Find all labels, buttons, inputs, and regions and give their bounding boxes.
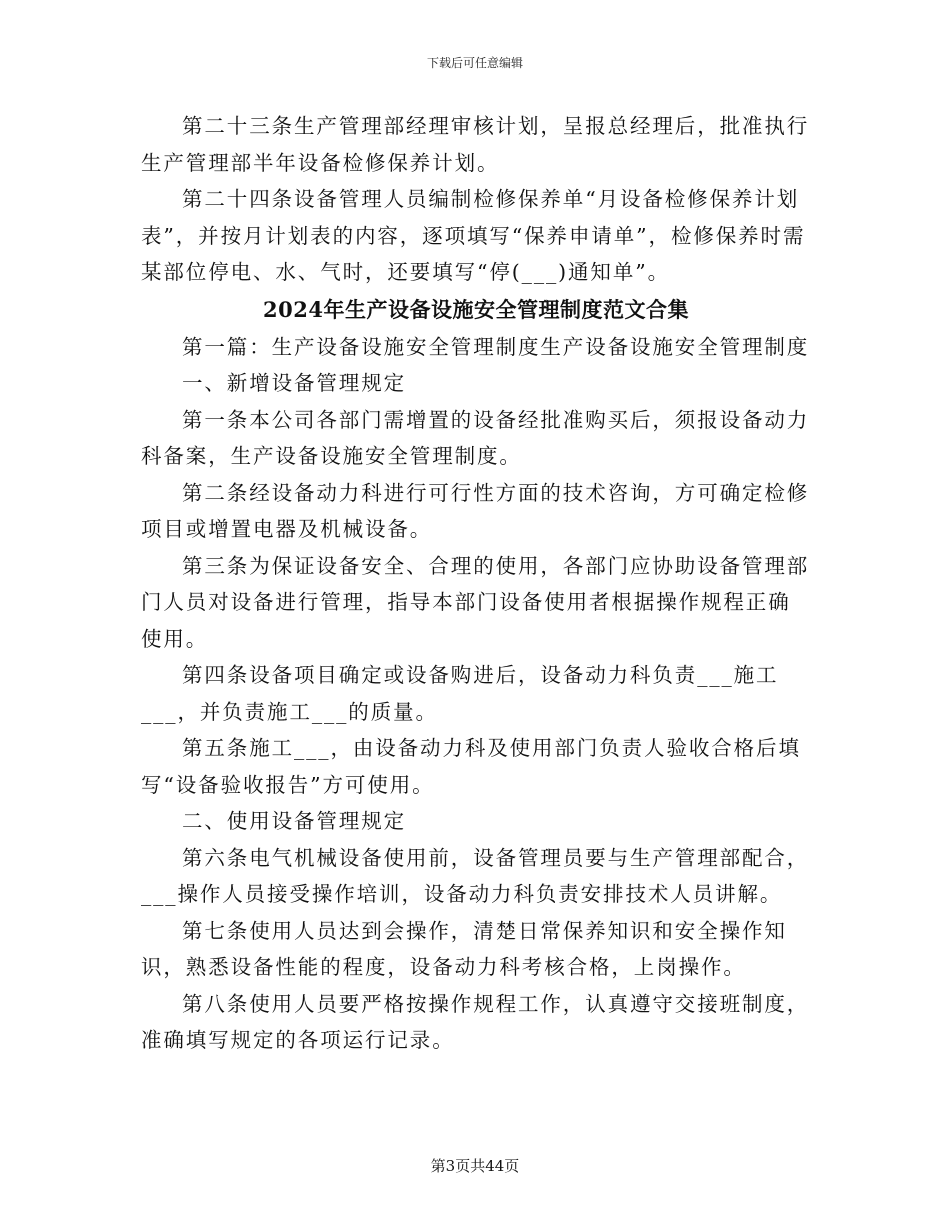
- page-number: 第3页共44页: [430, 1157, 520, 1175]
- paragraph: 第七条使用人员达到会操作，清楚日常保养知识和安全操作知识，熟悉设备性能的程度，设备动力科考核合格，上岗操作。: [141, 918, 787, 979]
- section-heading: 一、新增设备管理规定: [182, 371, 406, 395]
- section-heading: 二、使用设备管理规定: [182, 809, 406, 833]
- paragraph: 第一篇：生产设备设施安全管理制度生产设备设施安全管理制度: [182, 334, 810, 359]
- paragraph: 第二十四条设备管理人员编制检修保养单“月设备检修保养计划表”，并按月计划表的内容，逐项填写“保养申请单”，检修保养时需某部位停电、水、气时，还要填写“停(___)通知单”。: [141, 187, 806, 284]
- paragraph: 第五条施工___，由设备动力科及使用部门负责人验收合格后填写“设备验收报告”方可使用。: [141, 736, 801, 797]
- paragraph: 第一条本公司各部门需增置的设备经批准购买后，须报设备动力科备案，生产设备设施安全管理制度。: [141, 407, 810, 468]
- paragraph: 第八条使用人员要严格按操作规程工作，认真遵守交接班制度，准确填写规定的各项运行记录。: [141, 991, 810, 1052]
- paragraph: 第三条为保证设备安全、合理的使用，各部门应协助设备管理部门人员对设备进行管理，指导本部门设备使用者根据操作规程正确使用。: [141, 553, 810, 651]
- document-title: 2024年生产设备设施安全管理制度范文合集: [263, 296, 689, 322]
- paragraph: 第四条设备项目确定或设备购进后，设备动力科负责___施工___，并负责施工___的质量。: [141, 663, 779, 724]
- paragraph: 第二条经设备动力科进行可行性方面的技术咨询，方可确定检修项目或增置电器及机械设备。: [141, 480, 810, 541]
- document-body: [141, 108, 811, 1059]
- paragraph: 第六条电气机械设备使用前，设备管理员要与生产管理部配合，___操作人员接受操作培训，设备动力科负责安排技术人员讲解。: [141, 845, 810, 906]
- page-header: 下载后可任意编辑: [426, 56, 523, 70]
- paragraph: 第二十三条生产管理部经理审核计划，呈报总经理后，批准执行生产管理部半年设备检修保养计划。: [141, 114, 810, 175]
